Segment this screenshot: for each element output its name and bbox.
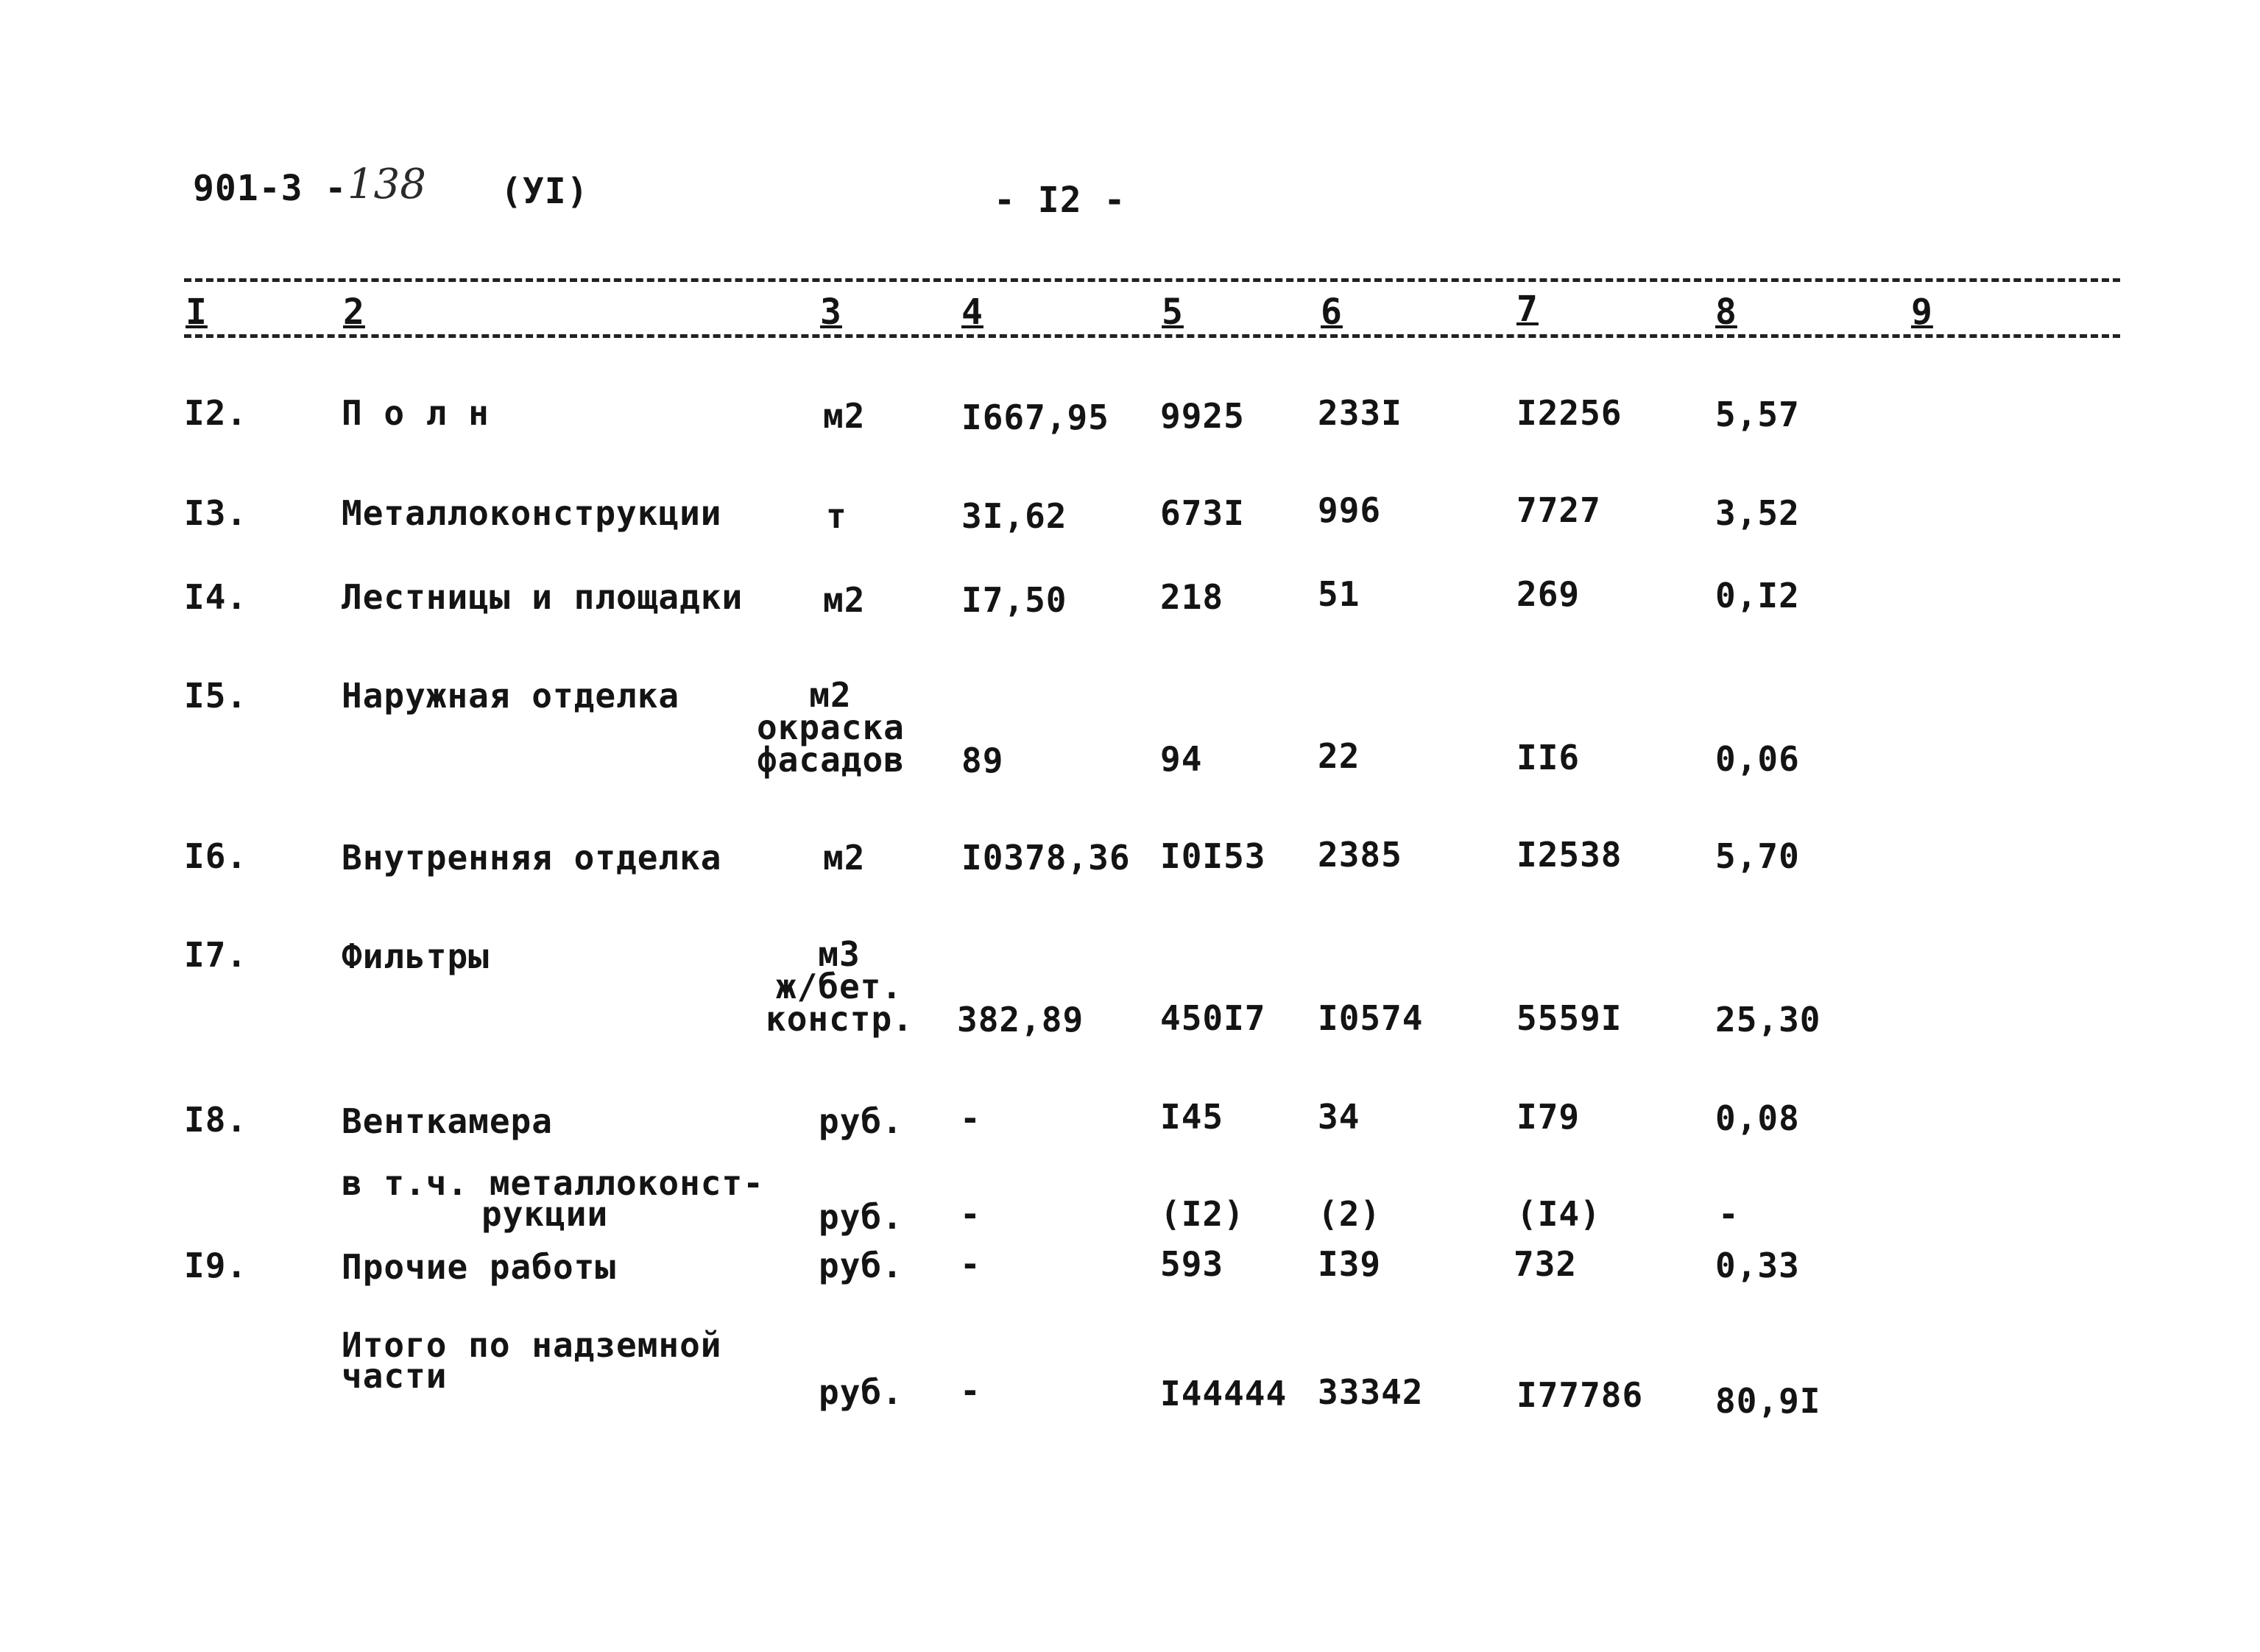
row-number: I9.	[184, 1246, 248, 1285]
column-header-5: 5	[1162, 292, 1184, 333]
unit-line: м2	[809, 675, 852, 715]
column-header-7: 7	[1516, 289, 1539, 330]
cell-col6: I39	[1318, 1244, 1382, 1284]
row-unit	[766, 934, 914, 1039]
cell-col8: 25,30	[1715, 1000, 1821, 1039]
row-unit: м2	[823, 396, 866, 436]
cell-col6: 51	[1318, 574, 1360, 614]
row-name-line: части	[342, 1356, 448, 1396]
row-name: Лестницы и площадки	[342, 577, 744, 617]
cell-col7: I79	[1516, 1097, 1581, 1137]
row-number: I5.	[184, 676, 248, 716]
row-unit: руб.	[819, 1372, 903, 1412]
cell-col5: I45	[1160, 1097, 1224, 1137]
cell-col5: (I2)	[1160, 1194, 1245, 1234]
column-header-8: 8	[1715, 292, 1737, 333]
cell-col7: II6	[1516, 738, 1581, 777]
row-number: I7.	[184, 935, 248, 975]
cell-col4: I0378,36	[961, 838, 1131, 878]
row-name: Фильтры	[342, 936, 490, 976]
total-col5: I44444	[1160, 1374, 1288, 1413]
row-name: Внутренняя отделка	[342, 838, 722, 878]
column-header-3: 3	[820, 292, 842, 333]
row-unit: м2	[823, 580, 866, 620]
column-header-4: 4	[961, 292, 984, 333]
row-name-line: в т.ч. металлоконст-	[342, 1163, 764, 1203]
row-name: Прочие работы	[342, 1247, 617, 1287]
row-name-line: Итого по надземной	[342, 1325, 722, 1365]
row-name: Наружная отделка	[342, 676, 680, 716]
cell-col8: 0,I2	[1715, 576, 1800, 615]
header-top-rule	[184, 278, 2120, 282]
header-bottom-rule	[184, 334, 2120, 338]
cell-col8: 0,33	[1715, 1246, 1800, 1285]
total-col6: 33342	[1318, 1372, 1424, 1412]
total-col8: 80,9I	[1715, 1381, 1821, 1421]
row-name: П о л н	[342, 393, 490, 433]
row-name: Венткамера	[342, 1101, 553, 1141]
cell-col8: 3,52	[1715, 493, 1800, 533]
cell-col6: 34	[1318, 1097, 1360, 1137]
cell-col7: 269	[1516, 574, 1581, 614]
cell-col6: (2)	[1318, 1194, 1382, 1234]
row-number: I2.	[184, 393, 248, 433]
row-number: I3.	[184, 493, 248, 533]
row-unit	[757, 675, 905, 780]
cell-col5: 450I7	[1160, 998, 1266, 1038]
document-code-handwritten: 138	[347, 160, 426, 208]
cell-col4: I667,95	[961, 398, 1109, 437]
row-name	[342, 1163, 764, 1234]
column-header-9: 9	[1911, 292, 1933, 333]
cell-col6: I0574	[1318, 998, 1424, 1038]
row-name-line: рукции	[481, 1194, 609, 1234]
cell-col4: 3I,62	[961, 496, 1067, 536]
cell-col8: 5,57	[1715, 395, 1800, 434]
cell-col7: 5559I	[1516, 998, 1622, 1038]
cell-col6: 2385	[1318, 835, 1402, 875]
series-label: (УI)	[501, 171, 589, 212]
cell-col4: -	[960, 1098, 981, 1138]
column-header-6: 6	[1321, 292, 1343, 333]
row-unit: руб.	[819, 1101, 903, 1141]
cell-col4: -	[960, 1371, 981, 1411]
cell-col7: I2256	[1516, 393, 1622, 433]
cell-col4: I7,50	[961, 580, 1067, 620]
cell-col4: 382,89	[957, 1000, 1084, 1039]
cell-col6: 22	[1318, 736, 1360, 776]
unit-line: м3	[818, 934, 861, 974]
row-unit: м2	[823, 838, 866, 878]
cell-col4: 89	[961, 741, 1004, 780]
row-name: Металлоконструкции	[342, 493, 722, 533]
unit-line: ж/бет.	[775, 967, 903, 1006]
cell-col5: 9925	[1160, 396, 1245, 436]
unit-line: окраска	[757, 707, 905, 747]
cell-col7: 732	[1514, 1244, 1578, 1284]
cell-col8: 0,08	[1715, 1098, 1800, 1138]
cell-col5: I0I53	[1160, 836, 1266, 876]
row-unit: т	[826, 496, 847, 536]
cell-col7: 7727	[1516, 490, 1601, 530]
unit-line: фасадов	[757, 740, 905, 780]
row-unit: руб.	[819, 1246, 903, 1285]
row-number: I6.	[184, 836, 248, 876]
unit-line: констр.	[766, 999, 914, 1039]
cell-col6: 233I	[1318, 393, 1402, 433]
total-row-name	[342, 1325, 722, 1396]
cell-col5: 218	[1160, 577, 1224, 617]
page-number: - I2 -	[994, 180, 1126, 221]
cell-col4: -	[960, 1244, 981, 1284]
total-col7: I77786	[1516, 1375, 1644, 1415]
cell-col5: 673I	[1160, 493, 1245, 533]
cell-col8: 5,70	[1715, 836, 1800, 876]
document-code: 901-3 -	[193, 168, 347, 209]
cell-col8: 0,06	[1715, 739, 1800, 779]
cell-col5: 94	[1160, 739, 1203, 779]
row-unit: руб.	[819, 1197, 903, 1237]
cell-col8: -	[1718, 1194, 1740, 1234]
row-number: I8.	[184, 1100, 248, 1140]
cell-col6: 996	[1318, 490, 1382, 530]
cell-col4: -	[960, 1194, 981, 1234]
cell-col5: 593	[1160, 1244, 1224, 1284]
cell-col7: (I4)	[1516, 1194, 1601, 1234]
column-header-2: 2	[343, 292, 365, 333]
column-header-1: I	[186, 292, 208, 333]
row-number: I4.	[184, 577, 248, 617]
cell-col7: I2538	[1516, 835, 1622, 875]
